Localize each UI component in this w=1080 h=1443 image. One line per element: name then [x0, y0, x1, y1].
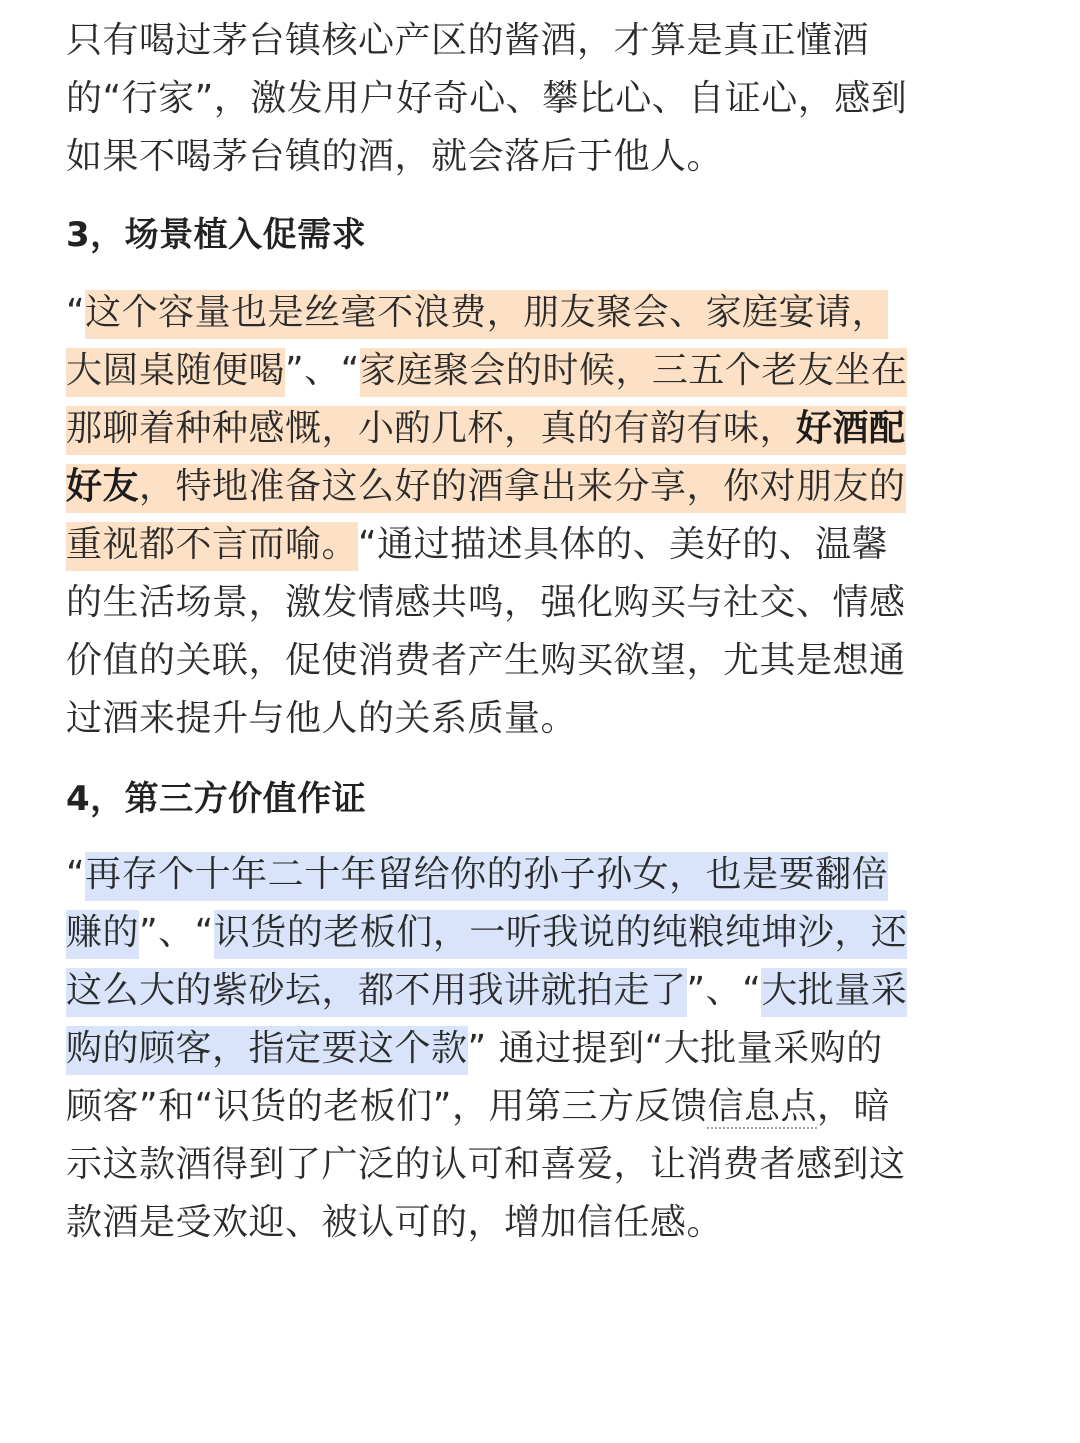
quote-separator: ”、“	[686, 970, 762, 1011]
quote-mark: “	[66, 854, 86, 895]
quote-2-text-b: ，特地准备这么好的酒拿出来分享，你对朋友的重视都不言而喻。	[66, 466, 906, 565]
highlight-quote-1: 再存个十年二十年留给你的孙子孙女，也是要翻倍赚的	[66, 852, 888, 959]
quote-2-text-a: 家庭聚会的时候，三五个老友坐在那聊着种种感慨，小酌几杯，真的有韵有味，	[66, 350, 908, 449]
section-4-analysis-a: ” 通过提到“大批量采购的顾客”和“识货的老板们”，用第三方反馈	[66, 1028, 883, 1127]
section-3-paragraph	[66, 284, 916, 748]
section-3-analysis: “通过描述具体的、美好的、温馨的生活场景，激发情感共鸣，强化购买与社交、情感价值的关联，促使消费者产生购买欲望，尤其是想通过酒来提升与他人的关系质量。	[66, 524, 906, 739]
section-4-analysis-b: ，暗示这款酒得到了广泛的认可和喜爱，让消费者感到这款酒是受欢迎、被认可的，增加信任感。	[66, 1086, 906, 1243]
section-4-heading: 4，第三方价值作证	[66, 779, 367, 819]
quote-separator: ”、“	[139, 912, 214, 953]
section-4-paragraph	[66, 846, 916, 1252]
quote-separator: ”、“	[285, 350, 360, 391]
highlight-quote-1: 这个容量也是丝毫不浪费，朋友聚会、家庭宴请，大圆桌随便喝	[66, 290, 888, 397]
quote-mark: “	[66, 292, 86, 333]
section-3-heading: 3，场景植入促需求	[66, 215, 367, 255]
keyword-link[interactable]: 信息点	[707, 1086, 817, 1127]
article-body	[66, 12, 916, 1252]
intro-paragraph	[66, 12, 916, 186]
highlight-quote-2: 识货的老板们，一听我说的纯粮纯坤沙，还这么大的紫砂坛，都不用我讲就拍走了	[66, 910, 907, 1017]
intro-text: 只有喝过茅台镇核心产区的酱酒，才算是真正懂酒的“行家”，激发用户好奇心、攀比心、自证心，感到如果不喝茅台镇的酒，就会落后于他人。	[66, 20, 908, 177]
highlight-quote-3: 大批量采购的顾客，指定要这个款	[66, 968, 907, 1075]
bold-phrase: 好酒配好友	[66, 408, 906, 507]
